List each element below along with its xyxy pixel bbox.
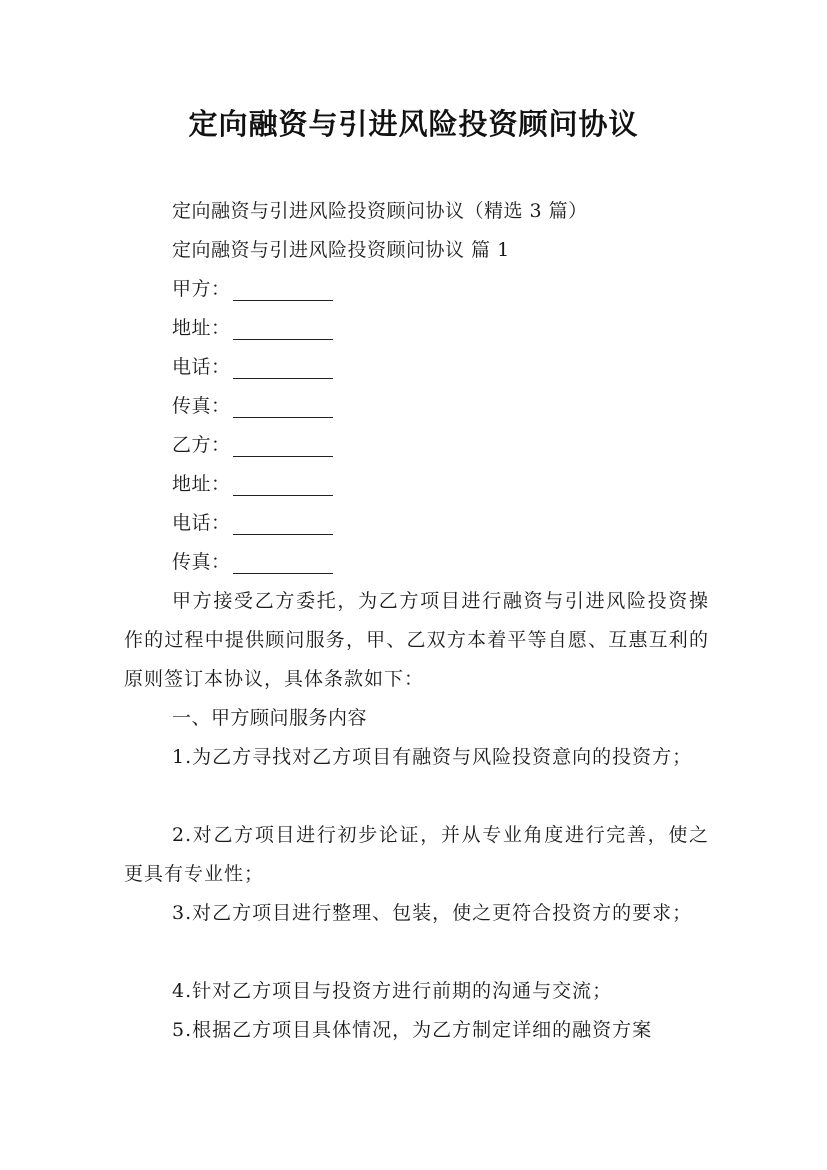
field-label: 乙方： (172, 434, 231, 456)
blank-line (233, 553, 333, 574)
section-heading: 定向融资与引进风险投资顾问协议 篇 1 (172, 239, 510, 261)
blank-line (233, 319, 333, 340)
clause-item-3: 3.对乙方项目进行整理、包装，使之更符合投资方的要求； (172, 902, 693, 924)
field-label: 地址： (172, 473, 231, 495)
document-subtitle: 定向融资与引进风险投资顾问协议（精选 3 篇） (172, 200, 588, 222)
clause-item-2: 2.对乙方项目进行初步论证，并从专业角度进行完善，使之更具有专业性； (124, 824, 709, 885)
party-b-fax-field (172, 550, 333, 574)
field-label: 地址： (172, 317, 231, 339)
party-a-phone-field (172, 355, 333, 379)
party-a-fax-field (172, 394, 333, 418)
blank-line (233, 514, 333, 535)
party-b-address-field (172, 472, 333, 496)
blank-line (233, 436, 333, 457)
party-b-field (172, 433, 333, 457)
party-a-field (172, 277, 333, 301)
field-label: 甲方： (172, 278, 231, 300)
party-a-address-field (172, 316, 333, 340)
party-b-phone-field (172, 511, 333, 535)
field-label: 传真： (172, 551, 231, 573)
blank-line (233, 358, 333, 379)
blank-line (233, 397, 333, 418)
clause-item-1: 1.为乙方寻找对乙方项目有融资与风险投资意向的投资方； (172, 746, 693, 768)
clause-heading: 一、甲方顾问服务内容 (172, 707, 368, 729)
clause-item-4: 4.针对乙方项目与投资方进行前期的沟通与交流； (172, 980, 613, 1002)
blank-line (233, 280, 333, 301)
intro-paragraph: 甲方接受乙方委托，为乙方项目进行融资与引进风险投资操作的过程中提供顾问服务，甲、乙双方本着平等自愿、互惠互利的原则签订本协议，具体条款如下： (124, 590, 709, 690)
field-label: 电话： (172, 512, 231, 534)
blank-line (233, 475, 333, 496)
document-title: 定向融资与引进风险投资顾问协议 (188, 107, 639, 141)
field-label: 电话： (172, 356, 231, 378)
clause-item-5: 5.根据乙方项目具体情况，为乙方制定详细的融资方案 (172, 1019, 653, 1041)
field-label: 传真： (172, 395, 231, 417)
